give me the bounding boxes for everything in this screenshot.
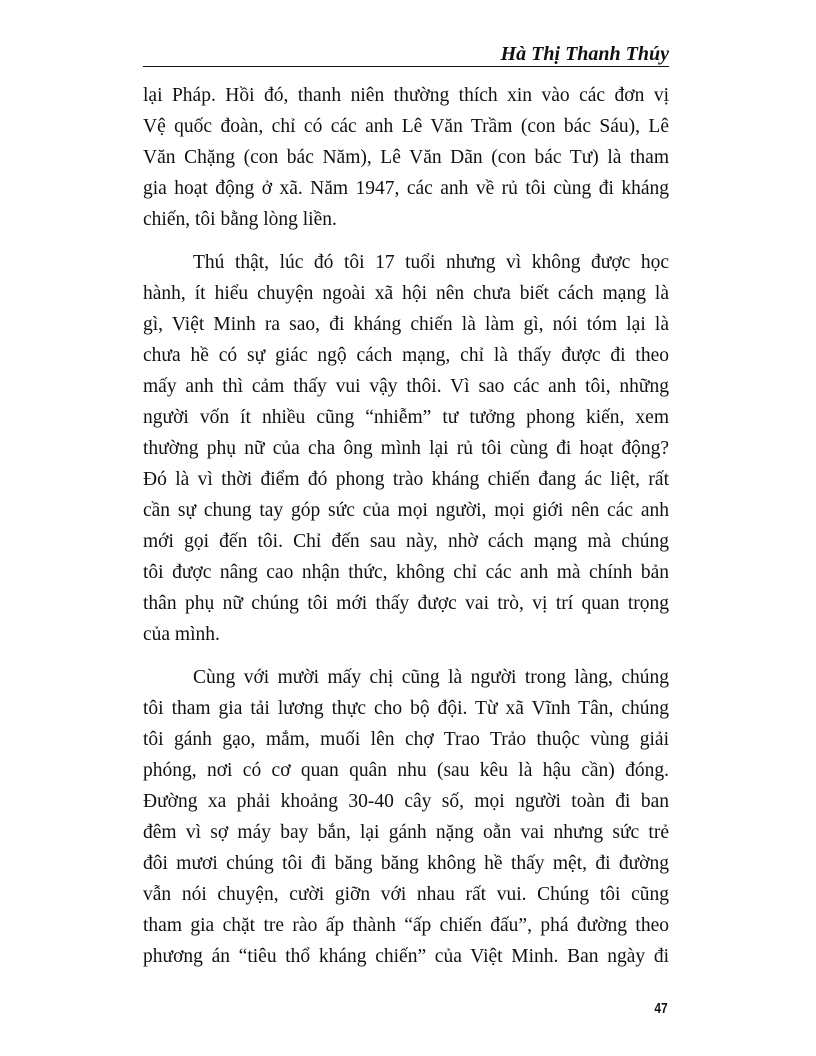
text-line: mấy anh thì cảm thấy vui vậy thôi. Vì sao các anh tôi, những xyxy=(143,376,669,397)
text-line: đêm vì sợ máy bay bắn, lại gánh nặng oằn vai nhưng sức trẻ xyxy=(143,822,669,843)
text-line: phương án “tiêu thổ kháng chiến” của Việt Minh. Ban ngày đi xyxy=(143,946,669,967)
text-line: chưa hề có sự giác ngộ cách mạng, chỉ là thấy được đi theo xyxy=(143,345,669,366)
running-header xyxy=(143,40,669,67)
page-number: 47 xyxy=(654,1000,668,1017)
text-line: tôi được nâng cao nhận thức, không chỉ các anh mà chính bản xyxy=(143,562,669,583)
text-line: cần sự chung tay góp sức của mọi người, mọi giới nên các anh xyxy=(143,500,669,521)
paragraph xyxy=(143,662,669,972)
text-line: thân phụ nữ chúng tôi mới thấy được vai trò, vị trí quan trọng xyxy=(143,593,669,614)
paragraph xyxy=(143,247,669,650)
text-line: gì, Việt Minh ra sao, đi kháng chiến là làm gì, nói tóm lại là xyxy=(143,314,669,335)
text-line: người vốn ít nhiều cũng “nhiễm” tư tưởng phong kiến, xem xyxy=(143,407,669,428)
text-line: chiến, tôi bằng lòng liền. xyxy=(143,209,337,230)
text-line: tôi gánh gạo, mắm, muối lên chợ Trao Trảo thuộc vùng giải xyxy=(143,729,669,750)
text-line: Văn Chặng (con bác Năm), Lê Văn Dãn (con bác Tư) là tham xyxy=(143,147,669,168)
text-line: tôi tham gia tải lương thực cho bộ đội. Từ xã Vĩnh Tân, chúng xyxy=(143,698,669,719)
header-author: Hà Thị Thanh Thúy xyxy=(500,43,669,65)
text-line: Cùng với mười mấy chị cũng là người trong làng, chúng xyxy=(193,667,669,688)
text-line: Thú thật, lúc đó tôi 17 tuổi nhưng vì không được học xyxy=(193,252,669,273)
text-line: của mình. xyxy=(143,624,220,645)
text-line: phóng, nơi có cơ quan quân nhu (sau kêu là hậu cần) đóng. xyxy=(143,760,669,781)
text-line: gia hoạt động ở xã. Năm 1947, các anh về rủ tôi cùng đi kháng xyxy=(143,178,669,199)
text-line: Đường xa phải khoảng 30-40 cây số, mọi người toàn đi ban xyxy=(143,791,669,812)
text-line: thường phụ nữ của cha ông mình lại rủ tôi cùng đi hoạt động? xyxy=(143,438,669,459)
text-line: đôi mươi chúng tôi đi băng băng không hề thấy mệt, đi đường xyxy=(143,853,669,874)
page-body xyxy=(143,80,669,984)
text-line: tham gia chặt tre rào ấp thành “ấp chiến đấu”, phá đường theo xyxy=(143,915,669,936)
text-line: mới gọi đến tôi. Chỉ đến sau này, nhờ cách mạng mà chúng xyxy=(143,531,669,552)
paragraph xyxy=(143,80,669,235)
text-line: Vệ quốc đoàn, chỉ có các anh Lê Văn Trầm (con bác Sáu), Lê xyxy=(143,116,669,137)
text-line: vẫn nói chuyện, cười giỡn với nhau rất vui. Chúng tôi cũng xyxy=(143,884,669,905)
text-line: hành, ít hiểu chuyện ngoài xã hội nên chưa biết cách mạng là xyxy=(143,283,669,304)
text-line: Đó là vì thời điểm đó phong trào kháng chiến đang ác liệt, rất xyxy=(143,469,669,490)
text-line: lại Pháp. Hồi đó, thanh niên thường thích xin vào các đơn vị xyxy=(143,85,669,106)
